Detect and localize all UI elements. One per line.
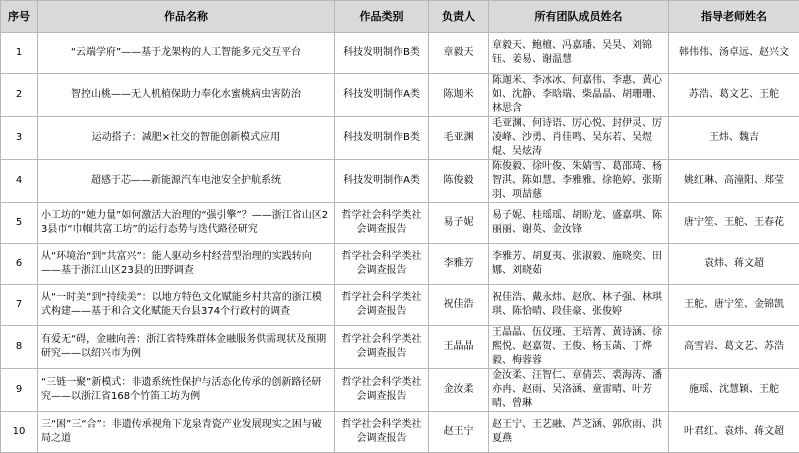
row-leader: 章毅天: [429, 33, 489, 74]
row-category: 哲学社会科学类社会调查报告: [335, 326, 429, 369]
table-row: [1, 160, 799, 203]
row-leader: 陈迦米: [429, 74, 489, 117]
table-row: [1, 203, 799, 244]
row-advisors: 王炜、魏吉: [669, 117, 799, 160]
row-leader: 王晶晶: [429, 326, 489, 369]
row-leader: 陈俊毅: [429, 160, 489, 203]
row-leader: 李雅芳: [429, 244, 489, 285]
row-category: 科技发明制作A类: [335, 74, 429, 117]
row-category: 科技发明制作B类: [335, 33, 429, 74]
header-advisors: 指导老师姓名: [669, 1, 799, 33]
row-project-name: 从“环境治”到“共富兴”：能人驱动乡村经营型治理的实践转向——基于浙江山区23县的田野调查: [38, 244, 335, 285]
row-index: 4: [1, 160, 38, 203]
row-leader: 祝佳浩: [429, 285, 489, 326]
row-project-name: 运动搭子：减肥×社交的智能创新模式应用: [38, 117, 335, 160]
row-advisors: 袁炜、蒋文超: [669, 244, 799, 285]
row-advisors: 施瑶、沈慧颖、王舵: [669, 369, 799, 412]
row-index: 2: [1, 74, 38, 117]
row-index: 3: [1, 117, 38, 160]
row-project-name: 智控山桃——无人机植保助力奉化水蜜桃病虫害防治: [38, 74, 335, 117]
table-row: [1, 244, 799, 285]
header-category: 作品类别: [335, 1, 429, 33]
row-category: 哲学社会科学类社会调查报告: [335, 244, 429, 285]
row-project-name: 超感于芯——新能源汽车电池安全护航系统: [38, 160, 335, 203]
row-index: 5: [1, 203, 38, 244]
row-team-members: 毛亚渊、何诗语、厉心悦、封伊灵、厉凌峰、沙勇、肖佳鸣、吴东若、吴煜焜、吴炫涛: [489, 117, 669, 160]
row-leader: 赵王宁: [429, 412, 489, 453]
row-leader: 毛亚渊: [429, 117, 489, 160]
row-advisors: 苏浩、葛文艺、王舵: [669, 74, 799, 117]
row-index: 8: [1, 326, 38, 369]
row-team-members: 金汝柔、汪智仁、章倩芸、裘海涛、潘亦冉、赵雨、吴洛涵、童雷晴、叶芳晴、曾琳: [489, 369, 669, 412]
table-row: [1, 412, 799, 453]
row-project-name: 有爱无“碍，金融向善：浙江省特殊群体金融服务供需现状及预期研究——以绍兴市为例: [38, 326, 335, 369]
row-team-members: 易子妮、桂瑶瑶、胡盼龙、盛嘉琪、陈丽丽、谢英、金汝锋: [489, 203, 669, 244]
row-index: 10: [1, 412, 38, 453]
table-row: [1, 74, 799, 117]
row-category: 哲学社会科学类社会调查报告: [335, 285, 429, 326]
row-team-members: 王晶晶、伍仪瑾、王培菁、黄诗涵、徐熙悦、赵嘉贺、王俊、杨玉菡、丁烨毅、梅蓉蓉: [489, 326, 669, 369]
row-advisors: 高雪岩、葛文艺、苏浩: [669, 326, 799, 369]
row-team-members: 祝佳浩、戴永炜、赵欣、林子强、林琪琪、陈恰晴、段佳豪、张俊婷: [489, 285, 669, 326]
row-team-members: 陈迦米、李冰冰、何嘉伟、李惠、黄心如、沈静、李晗瑞、柴晶晶、胡珊珊、林思含: [489, 74, 669, 117]
row-team-members: 章毅天、鲍檀、冯嘉璠、吴昊、刘锦钰、姜易、谢温慧: [489, 33, 669, 74]
header-team-members: 所有团队成员姓名: [489, 1, 669, 33]
table-row: [1, 117, 799, 160]
row-project-name: 小工坊的“她力量”如何激活大治理的“强引擎”？——浙江省山区23县市“巾帼共富工坊”的运行态势与迭代路径研究: [38, 203, 335, 244]
row-index: 7: [1, 285, 38, 326]
row-category: 哲学社会科学类社会调查报告: [335, 369, 429, 412]
row-category: 科技发明制作B类: [335, 117, 429, 160]
header-project-name: 作品名称: [38, 1, 335, 33]
row-advisors: 叶君红、袁炜、蒋文超: [669, 412, 799, 453]
header-index: 序号: [1, 1, 38, 33]
row-project-name: “云端学府”——基于龙架构的人工智能多元交互平台: [38, 33, 335, 74]
row-project-name: “三链一聚”新模式：非遗系统性保护与活态化传承的创新路径研究——以浙江省168个竹笛工坊为例: [38, 369, 335, 412]
row-index: 6: [1, 244, 38, 285]
row-team-members: 李雅芳、胡夏夷、张淑毅、施晓奕、田娜、刘晓茹: [489, 244, 669, 285]
row-team-members: 赵王宁、王艺融、芦芝涵、郭欣雨、洪夏燕: [489, 412, 669, 453]
row-index: 1: [1, 33, 38, 74]
row-category: 哲学社会科学类社会调查报告: [335, 412, 429, 453]
row-leader: 金汝柔: [429, 369, 489, 412]
row-category: 科技发明制作A类: [335, 160, 429, 203]
table-row: [1, 369, 799, 412]
row-category: 哲学社会科学类社会调查报告: [335, 203, 429, 244]
row-index: 9: [1, 369, 38, 412]
row-advisors: 王舵、唐宁笙、金锦凯: [669, 285, 799, 326]
row-project-name: 从“一时美”到“持续美”：以地方特色文化赋能乡村共富的浙江模式构建——基于和合文化赋能天台县374个行政村的调查: [38, 285, 335, 326]
row-advisors: 韩伟伟、汤卓远、赵兴文: [669, 33, 799, 74]
row-project-name: 三“困”三“合”：非遗传承视角下龙泉青瓷产业发展现实之困与破局之道: [38, 412, 335, 453]
row-advisors: 姚红琳、高潼阳、郑莹: [669, 160, 799, 203]
table-row: [1, 326, 799, 369]
row-team-members: 陈俊毅、徐叶俊、朱婧雪、葛邵琦、杨智淇、陈如慧、李雅雅、徐艳婷、张斯羽、项喆慈: [489, 160, 669, 203]
header-row: [1, 1, 799, 33]
row-leader: 易子妮: [429, 203, 489, 244]
row-advisors: 唐宁笙、王舵、王春花: [669, 203, 799, 244]
table-row: [1, 33, 799, 74]
table-row: [1, 285, 799, 326]
header-leader: 负责人: [429, 1, 489, 33]
